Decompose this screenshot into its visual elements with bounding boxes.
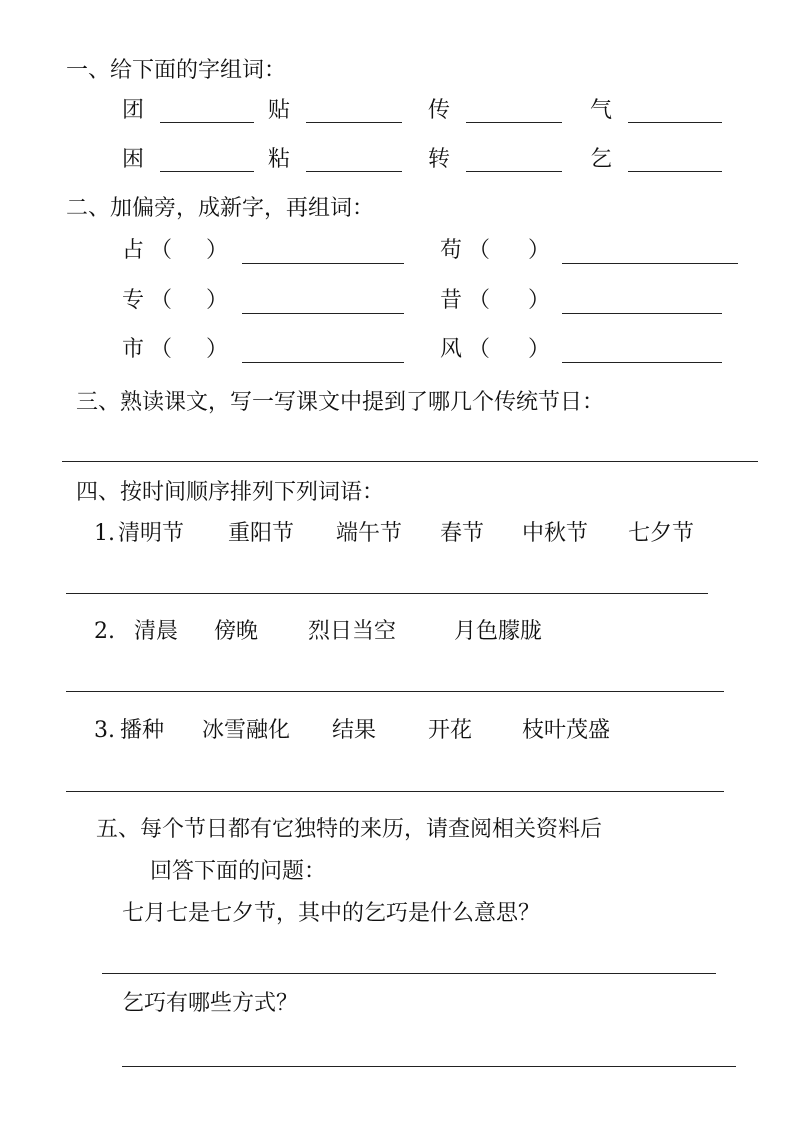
answer-line-shi-radical[interactable] bbox=[242, 362, 404, 363]
paren-open: （ bbox=[468, 337, 491, 362]
paren-open: （ bbox=[150, 238, 173, 263]
char-chuan: 传 bbox=[428, 98, 451, 123]
word-zhiye: 枝叶茂盛 bbox=[522, 718, 611, 743]
answer-line-zhan-radical[interactable] bbox=[242, 263, 404, 264]
answer-line-qi[interactable] bbox=[628, 122, 722, 123]
radical-char-xi: 昔 bbox=[440, 288, 463, 313]
answer-line-qiqiao-methods[interactable] bbox=[122, 1066, 736, 1067]
radical-char-gou: 苟 bbox=[440, 238, 463, 263]
question-qiqiao-meaning: 七月七是七夕节，其中的乞巧是什么意思？ bbox=[122, 901, 541, 926]
paren-close: ） bbox=[528, 238, 551, 263]
word-bangwan: 傍晚 bbox=[214, 619, 259, 644]
paren-close: ） bbox=[206, 337, 229, 362]
section-5-title-line2: 回答下面的问题： bbox=[150, 859, 327, 884]
answer-line-q3[interactable] bbox=[66, 791, 724, 792]
answer-line-tuan[interactable] bbox=[160, 122, 254, 123]
section-4-title: 四、按时间顺序排列下列词语： bbox=[76, 480, 385, 505]
paren-open: （ bbox=[150, 288, 173, 313]
word-qingming: 清明节 bbox=[118, 521, 185, 546]
word-bozhong: 播种 bbox=[120, 718, 165, 743]
paren-close: ） bbox=[528, 337, 551, 362]
word-zhongqiu: 中秋节 bbox=[522, 521, 589, 546]
answer-line-zhuan[interactable] bbox=[466, 171, 562, 172]
section-3-title: 三、熟读课文，写一写课文中提到了哪几个传统节日： bbox=[76, 390, 605, 415]
radical-char-shi: 市 bbox=[122, 337, 145, 362]
radical-char-zhan: 占 bbox=[122, 238, 145, 263]
answer-line-kun[interactable] bbox=[160, 171, 254, 172]
q3-number: 3. bbox=[94, 718, 115, 743]
answer-line-tie[interactable] bbox=[306, 122, 402, 123]
question-qiqiao-methods: 乞巧有哪些方式？ bbox=[122, 991, 299, 1016]
char-zhuan: 转 bbox=[428, 147, 451, 172]
word-jieguo: 结果 bbox=[332, 718, 377, 743]
word-qingchen: 清晨 bbox=[134, 619, 179, 644]
word-yuese: 月色朦胧 bbox=[454, 619, 543, 644]
answer-line-feng-radical[interactable] bbox=[562, 362, 722, 363]
answer-line-q2[interactable] bbox=[66, 691, 724, 692]
radical-char-feng: 风 bbox=[440, 337, 463, 362]
paren-close: ） bbox=[206, 288, 229, 313]
char-tie: 贴 bbox=[268, 98, 291, 123]
char-zhan: 粘 bbox=[268, 147, 291, 172]
word-chunjie: 春节 bbox=[440, 521, 485, 546]
answer-line-zhan[interactable] bbox=[306, 171, 402, 172]
section-1-title: 一、给下面的字组词： bbox=[66, 58, 287, 83]
section-2-title: 二、加偏旁，成新字，再组词： bbox=[66, 196, 375, 221]
answer-line-gou-radical[interactable] bbox=[562, 263, 738, 264]
section-5-title-line1: 五、每个节日都有它独特的来历，请查阅相关资料后 bbox=[96, 817, 603, 842]
char-kun: 困 bbox=[122, 147, 145, 172]
answer-line-festivals[interactable] bbox=[62, 461, 758, 462]
char-qi2: 乞 bbox=[590, 147, 613, 172]
answer-line-q1[interactable] bbox=[66, 593, 708, 594]
word-duanwu: 端午节 bbox=[336, 521, 403, 546]
radical-char-zhuan: 专 bbox=[122, 288, 145, 313]
char-tuan: 团 bbox=[122, 98, 145, 123]
answer-line-qiqiao-meaning[interactable] bbox=[102, 973, 716, 974]
answer-line-xi-radical[interactable] bbox=[562, 313, 722, 314]
char-qi: 气 bbox=[590, 98, 613, 123]
q1-number: 1. bbox=[94, 521, 115, 546]
answer-line-qi2[interactable] bbox=[628, 171, 722, 172]
paren-close: ） bbox=[528, 288, 551, 313]
paren-open: （ bbox=[468, 238, 491, 263]
paren-open: （ bbox=[468, 288, 491, 313]
word-kaihua: 开花 bbox=[428, 718, 473, 743]
q2-number: 2. bbox=[94, 619, 115, 644]
word-chongyang: 重阳节 bbox=[228, 521, 295, 546]
paren-close: ） bbox=[206, 238, 229, 263]
word-qixi: 七夕节 bbox=[628, 521, 695, 546]
paren-open: （ bbox=[150, 337, 173, 362]
answer-line-zhuan-radical[interactable] bbox=[242, 313, 404, 314]
answer-line-chuan[interactable] bbox=[466, 122, 562, 123]
word-bingxue: 冰雪融化 bbox=[202, 718, 291, 743]
word-lieri: 烈日当空 bbox=[308, 619, 397, 644]
